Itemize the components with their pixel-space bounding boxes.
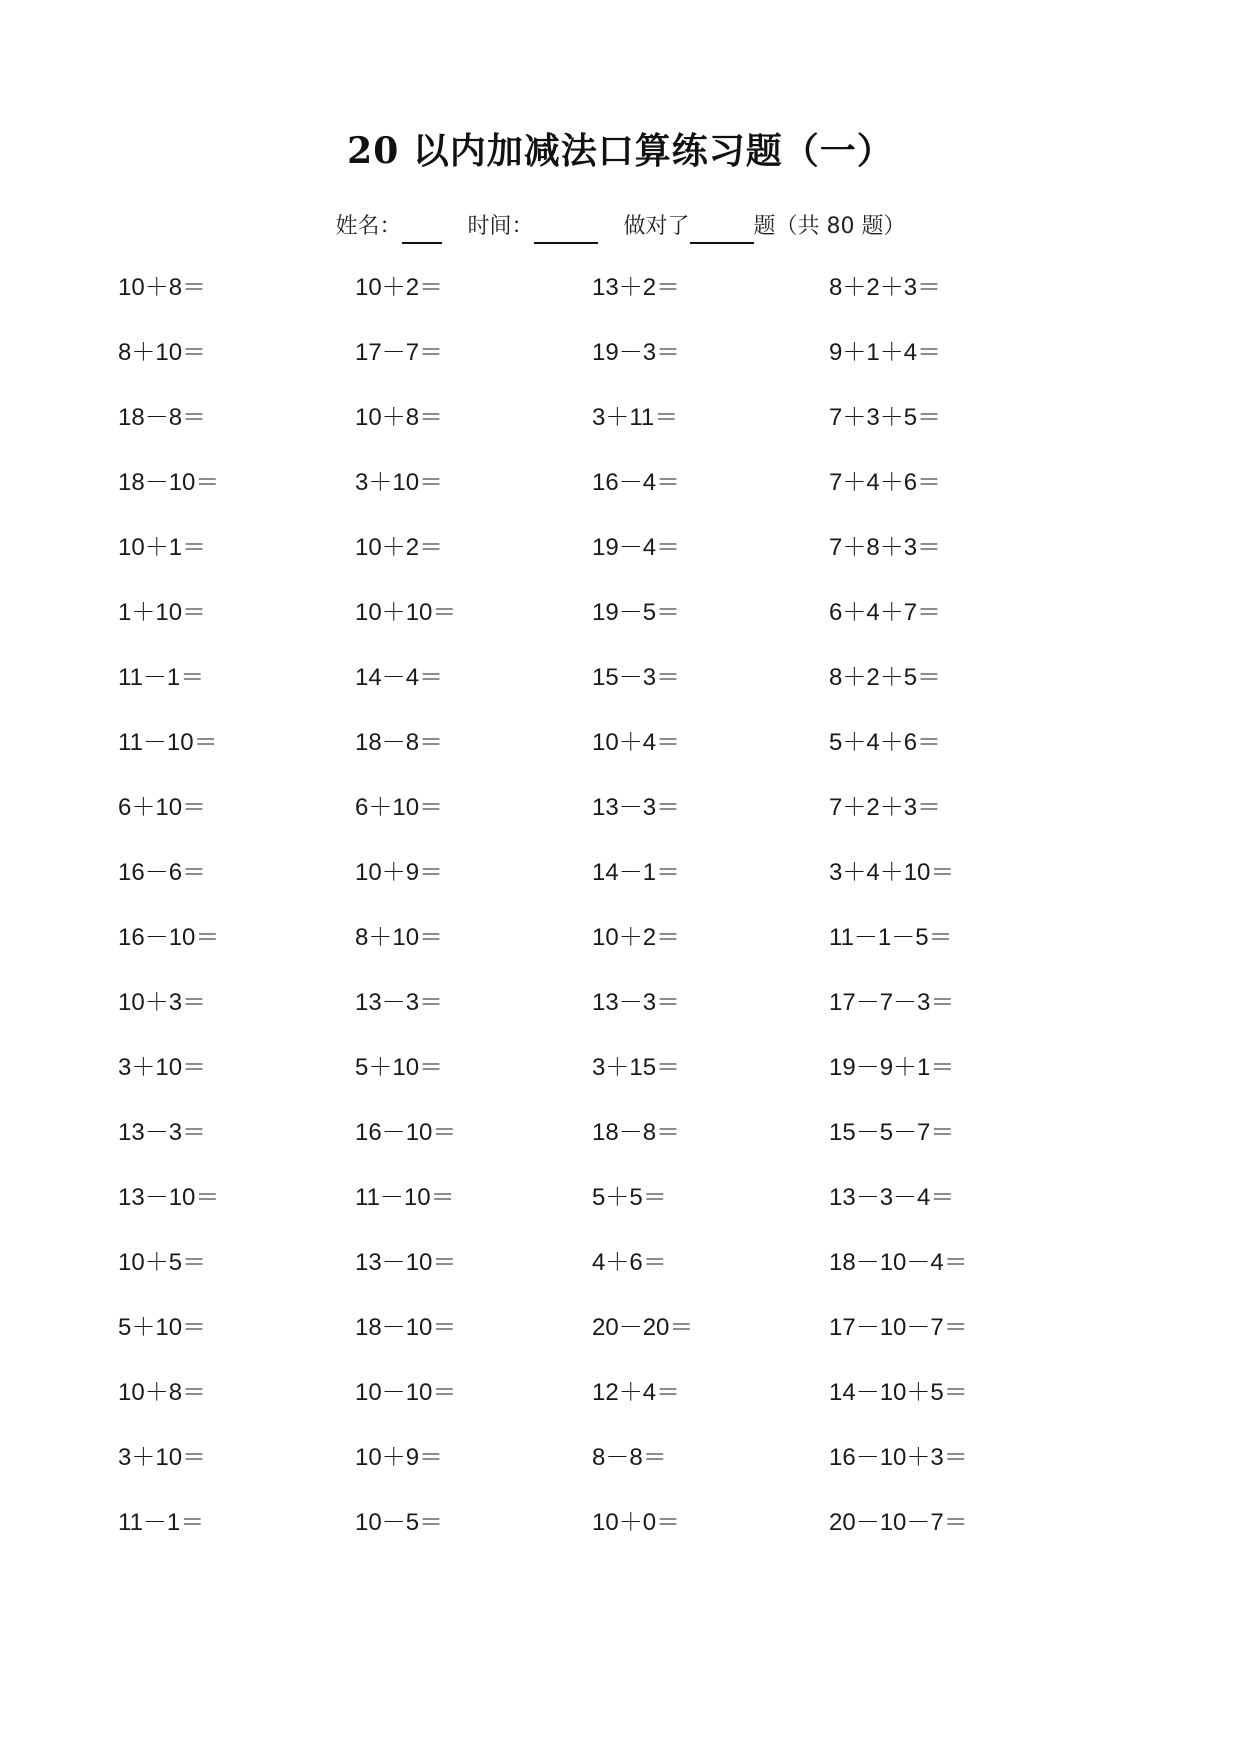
math-problem: 5＋4＋6＝ — [829, 729, 942, 756]
math-problem: 14－10＋5＝ — [829, 1379, 968, 1406]
math-problem: 11－10＝ — [355, 1184, 455, 1211]
math-problem: 7＋3＋5＝ — [829, 404, 942, 431]
math-problem: 19－3＝ — [592, 339, 681, 366]
math-problem: 18－10－4＝ — [829, 1249, 968, 1276]
math-problem: 17－7－3＝ — [829, 989, 955, 1016]
problem-grid — [118, 271, 1078, 1571]
math-problem: 13－10＝ — [118, 1184, 220, 1211]
math-problem: 10＋5＝ — [118, 1249, 207, 1276]
math-problem: 10－5＝ — [355, 1509, 444, 1536]
math-problem: 10－10＝ — [355, 1379, 457, 1406]
math-problem: 3＋4＋10＝ — [829, 859, 955, 886]
math-problem: 10＋2＝ — [592, 924, 681, 951]
math-problem: 8＋10＝ — [355, 924, 444, 951]
math-problem: 10＋1＝ — [118, 534, 207, 561]
math-problem: 11－1＝ — [118, 664, 205, 691]
math-problem: 8＋2＋5＝ — [829, 664, 942, 691]
math-problem: 18－10＝ — [118, 469, 220, 496]
math-problem: 13－3＝ — [118, 1119, 207, 1146]
math-problem: 19－9＋1＝ — [829, 1054, 955, 1081]
math-problem: 10＋2＝ — [355, 274, 444, 301]
math-problem: 3＋15＝ — [592, 1054, 681, 1081]
math-problem: 19－4＝ — [592, 534, 681, 561]
math-problem: 18－8＝ — [118, 404, 207, 431]
math-problem: 14－1＝ — [592, 859, 681, 886]
math-problem: 1＋10＝ — [118, 599, 207, 626]
math-problem: 3＋10＝ — [355, 469, 444, 496]
math-problem: 5＋10＝ — [355, 1054, 444, 1081]
correct-label: 做对了 — [623, 214, 690, 239]
math-problem: 6＋10＝ — [118, 794, 207, 821]
math-problem: 13－3＝ — [592, 989, 681, 1016]
math-problem: 11－1－5＝ — [829, 924, 953, 951]
math-problem: 10＋10＝ — [355, 599, 457, 626]
math-problem: 19－5＝ — [592, 599, 681, 626]
correct-suffix: 题（共 80 题） — [753, 214, 906, 239]
math-problem: 20－20＝ — [592, 1314, 694, 1341]
math-problem: 13－3＝ — [355, 989, 444, 1016]
time-blank[interactable] — [534, 216, 598, 244]
math-problem: 10＋9＝ — [355, 859, 444, 886]
page-title: 20 以内加减法口算练习题（一） — [347, 130, 894, 172]
name-label: 姓名： — [335, 214, 402, 239]
math-problem: 7＋2＋3＝ — [829, 794, 942, 821]
math-problem: 3＋10＝ — [118, 1444, 207, 1471]
math-problem: 13－3－4＝ — [829, 1184, 955, 1211]
math-problem: 10＋9＝ — [355, 1444, 444, 1471]
math-problem: 5＋10＝ — [118, 1314, 207, 1341]
math-problem: 14－4＝ — [355, 664, 444, 691]
math-problem: 13－10＝ — [355, 1249, 457, 1276]
math-problem: 3＋11＝ — [592, 404, 679, 431]
math-problem: 8－8＝ — [592, 1444, 667, 1471]
math-problem: 12＋4＝ — [592, 1379, 681, 1406]
math-problem: 6＋10＝ — [355, 794, 444, 821]
math-problem: 10＋3＝ — [118, 989, 207, 1016]
math-problem: 5＋5＝ — [592, 1184, 667, 1211]
math-problem: 8＋10＝ — [118, 339, 207, 366]
math-problem: 16－10＝ — [118, 924, 220, 951]
math-problem: 17－7＝ — [355, 339, 444, 366]
math-problem: 18－8＝ — [355, 729, 444, 756]
correct-count-blank[interactable] — [690, 216, 754, 244]
math-problem: 10＋2＝ — [355, 534, 444, 561]
math-problem: 18－8＝ — [592, 1119, 681, 1146]
math-problem: 4＋6＝ — [592, 1249, 667, 1276]
math-problem: 15－5－7＝ — [829, 1119, 955, 1146]
math-problem: 13＋2＝ — [592, 274, 681, 301]
name-blank[interactable] — [402, 216, 442, 244]
math-problem: 16－6＝ — [118, 859, 207, 886]
math-problem: 9＋1＋4＝ — [829, 339, 942, 366]
math-problem: 3＋10＝ — [118, 1054, 207, 1081]
math-problem: 18－10＝ — [355, 1314, 457, 1341]
math-problem: 13－3＝ — [592, 794, 681, 821]
math-problem: 7＋4＋6＝ — [829, 469, 942, 496]
math-problem: 7＋8＋3＝ — [829, 534, 942, 561]
math-problem: 10＋8＝ — [118, 274, 207, 301]
math-problem: 10＋8＝ — [118, 1379, 207, 1406]
math-problem: 16－10＋3＝ — [829, 1444, 968, 1471]
math-problem: 16－4＝ — [592, 469, 681, 496]
student-info-line — [0, 210, 1241, 244]
math-problem: 11－1＝ — [118, 1509, 205, 1536]
math-problem: 17－10－7＝ — [829, 1314, 968, 1341]
math-problem: 15－3＝ — [592, 664, 681, 691]
math-problem: 10＋4＝ — [592, 729, 681, 756]
math-problem: 8＋2＋3＝ — [829, 274, 942, 301]
math-problem: 10＋0＝ — [592, 1509, 681, 1536]
math-problem: 10＋8＝ — [355, 404, 444, 431]
math-problem: 16－10＝ — [355, 1119, 457, 1146]
math-problem: 20－10－7＝ — [829, 1509, 968, 1536]
time-label: 时间： — [467, 214, 534, 239]
math-problem: 6＋4＋7＝ — [829, 599, 942, 626]
math-problem: 11－10＝ — [118, 729, 218, 756]
